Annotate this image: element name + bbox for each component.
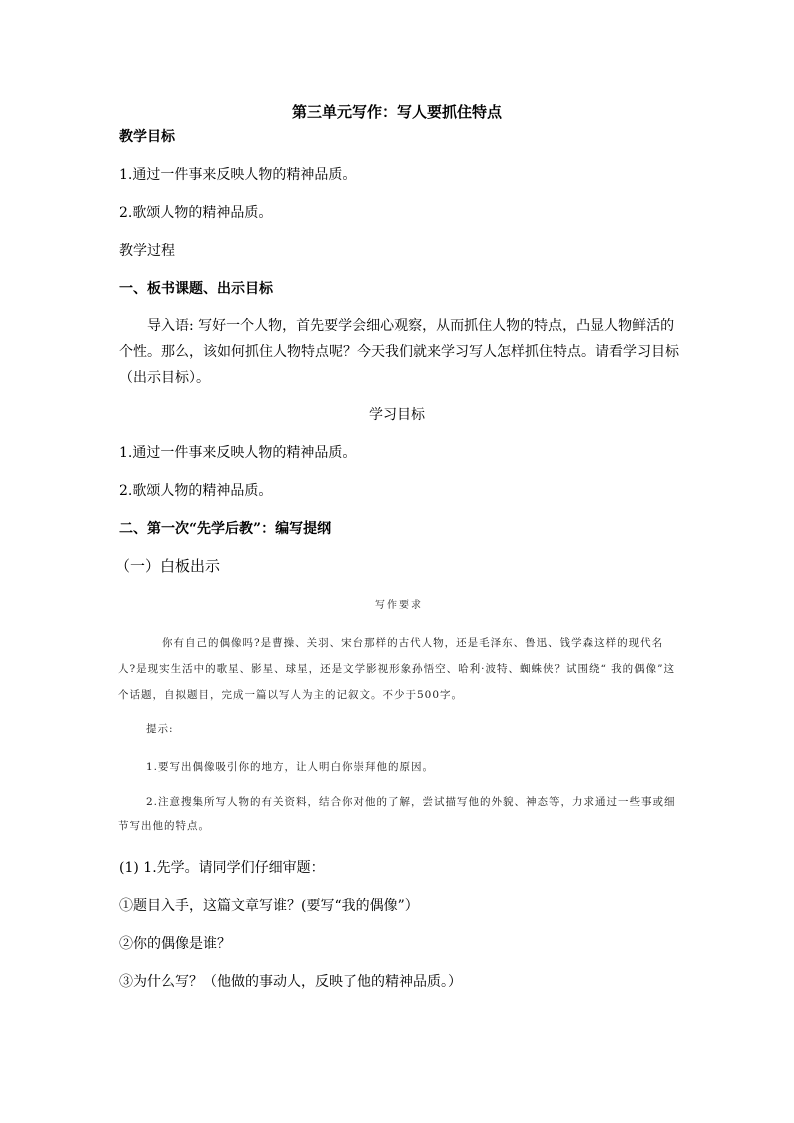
tips-label: 提示: [146, 723, 174, 735]
section-1-heading: 一、板书课题、出示目标 [119, 281, 273, 297]
teaching-goals-heading: 教学目标 [119, 129, 175, 145]
writing-requirements-title: 写作要求 [375, 600, 423, 611]
writing-requirements-body: 你有自己的偶像吗?是曹操、关羽、宋台那样的古代人物，还是毛泽东、鲁迅、钱学森这样的现代名人?是现实生活中的歌星、影星、球星，还是文学影视形象孙悟空、哈利·波特、蜘蛛侠？试围绕“ 我的偶像”这个话题，自拟题目，完成一篇以写人为主的记叙文。不少于500字。 [118, 637, 676, 701]
question-3: ③为什么写？（他做的事动人，反映了他的精神品质。） [119, 974, 462, 990]
tip-2: 2.注意搜集所写人物的有关资料，结合你对他的了解，尝试描写他的外貌、神态等，力求通过一些事或细节写出他的特点。 [118, 796, 676, 832]
document-title: 第三单元写作：写人要抓住特点 [291, 103, 502, 121]
tip-1: 1.要写出偶像吸引你的地方，让人明白你崇拜他的原因。 [146, 761, 435, 773]
learning-goal-2: 2.歌颂人物的精神品质。 [119, 483, 273, 499]
learning-goal-1: 1.通过一件事来反映人物的精神品质。 [119, 445, 357, 461]
writing-requirements-image [118, 592, 680, 842]
question-2: ②你的偶像是谁？ [119, 936, 231, 952]
intro-paragraph: 导入语: 写好一个人物，首先要学会细心观察，从而抓住人物的特点，凸显人物鲜活的个性。那么，该如何抓住人物特点呢？今天我们就来学习写人怎样抓住特点。请看学习目标（出示目标）。 [119, 318, 679, 386]
subsection-whiteboard: （一）白板出示 [115, 557, 221, 575]
teaching-goal-2: 2.歌颂人物的精神品质。 [119, 205, 273, 221]
section-2-heading: 二、第一次“先学后教”：编写提纲 [119, 521, 332, 537]
question-1: ①题目入手，这篇文章写谁？(要写“我的偶像”） [119, 898, 419, 914]
teaching-goal-1: 1.通过一件事来反映人物的精神品质。 [119, 167, 357, 183]
learning-goals-heading: 学习目标 [369, 407, 425, 423]
teaching-process-heading: 教学过程 [119, 243, 175, 259]
step-1-self-study: (1) 1.先学。请同学们仔细审题： [119, 860, 325, 876]
